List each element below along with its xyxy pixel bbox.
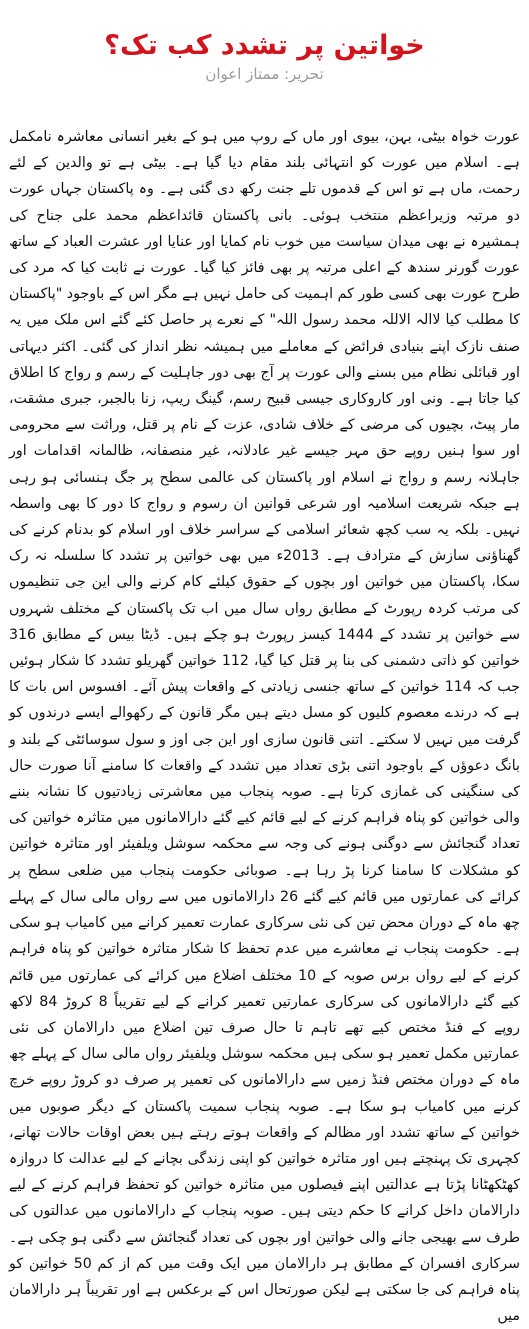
author-byline: تحریر: ممتاز اعوان <box>205 65 324 83</box>
article-title: خواتین پر تشدد کب تک؟ <box>104 30 425 62</box>
article-body: عورت خواہ بیٹی، بہن، بیوی اور ماں کے روپ میں ہو کے بغیر انسانی معاشرہ نامکمل ہے۔ اسلام میں عورت کو انتہائی بلند مقام دیا گیا ہے۔ بیٹی ہے تو والدین کے لئے رحمت، ماں ہے تو اس کے قدموں تلے جنت رکھ دی گئی ہے۔ وہ پاکستان جہاں عورت دو مرتبہ وزیراعظم منتخب ہوئی۔ بانی پاکستان قائداعظم محمد علی جناح کی ہمشیرہ نے بھی میدان سیاست میں خوب نام کمایا اور عنایا اور عشرت العباد کے ساتھ عورت گورنر سندھ کے اعلی مرتبہ پر بھی فائز کیا گیا۔ عورت نے ثابت کیا کہ مرد کی طرح عورت بھی کسی طور کم اہمیت کی حامل نہیں ہے مگر اس کے باوجود "پاکستان کا مطلب کیا لاالہ الاللہ محمد رسول اللہ" کے نعرے پر حاصل کئے گئے اس ملک میں یہ صنف نازک اپنے بنیادی فرائض کے معاملے میں ہمیشہ نظر انداز کی گئی۔ اکثر دیہاتی اور قبائلی نظام میں بسنے والی عورت پر آج بھی دور جاہلیت کے رسم و رواج کا اطلاق کیا جاتا ہے۔ ونی اور کاروکاری جیسی قبیح رسم، گینگ ریپ، زنا بالجبر، جبری مشقت، مار پیٹ، بچیوں کی مرضی کے خلاف شادی، عزت کے نام پر قتل، وراثت سے محرومی اور سوا ہنیں روپے حق مہر جیسے غیر عادلانہ، غیر منصفانہ، ظالمانہ اقدامات اور جاہلانہ رسم و رواج نے اسلام اور پاکستان کی عالمی سطح پر جگ ہنسائی ہو رہی ہے جبکہ شریعت اسلامیہ اور شرعی قوانین ان رسوم و رواج کا دور کا بھی واسطہ نہیں۔ بلکہ یہ سب کچھ شعائر اسلامی کے سراسر خلاف اور اسلام کو بدنام کرنے کی گھناؤنی سازش کے مترادف ہے۔ 2013ء میں بھی خواتین پر تشدد کا سلسلہ نہ رک سکا، پاکستان میں خواتین اور بچوں کے حقوق کیلئے کام کرنے والی این جی تنظیموں کی مرتب کردہ رپورٹ کے مطابق رواں سال میں اب تک پاکستان کے مختلف شہروں سے خواتین پر تشدد کے 1444 کیسز رپورٹ ہو چکے ہیں۔ ڈیٹا بیس کے مطابق 316 خواتین کو ذاتی دشمنی کی بنا پر قتل کیا گیا، 112 خواتین گھریلو تشدد کا شکار ہوئیں جب کہ 114 خواتین کے ساتھ جنسی زیادتی کے واقعات پیش آئے۔ افسوس اس بات کا ہے کہ درندے معصوم کلیوں کو مسل دیتے ہیں مگر قانون کے رکھوالے ایسے درندوں کو گرفت میں نہیں لا سکتے۔ اتنی قانون سازی اور این جی اوز و سول سوسائٹی کے بلند و بانگ دعوؤں کے باوجود اتنی بڑی تعداد میں تشدد کے واقعات کا سامنے آنا صورت حال کی سنگینی کی غمازی کرتا ہے۔ صوبہ پنجاب میں معاشرتی زیادتیوں کا نشانہ بننے والی خواتین کو پناہ فراہم کرنے کے لیے قائم کیے گئے دارالامانوں میں متاثرہ خواتین کی تعداد گنجائش سے دوگنی ہونے کی وجہ سے محکمہ سوشل ویلفیئر اور متاثرہ خواتین کو مشکلات کا سامنا کرنا پڑ رہا ہے۔ صوبائی حکومت پنجاب میں ضلعی سطح پر کرائے کی عمارتوں میں قائم کیے گئے 26 دارالامانوں میں سے رواں مالی سال کے پہلے چھ ماہ کے دوران محض تین کی نئی سرکاری عمارت تعمیر کرانے میں کامیاب ہو سکی ہے۔ حکومت پنجاب نے معاشرے میں عدم تحفظ کا شکار متاثرہ خواتین کو پناہ فراہم کرنے کے لیے رواں برس صوبہ کے 10 مختلف اضلاع میں کرائے کی عمارتوں میں قائم کیے گئے دارالامانوں کی سرکاری عمارتیں تعمیر کرانے کے لیے تقریباً 8 کروڑ 84 لاکھ روپے کے فنڈ مختص کیے تھے تاہم تا حال صرف تین اضلاع میں دارالامان کی نئی عمارتیں مکمل تعمیر ہو سکی ہیں محکمہ سوشل ویلفیئر رواں مالی سال کے پہلے چھ ماہ کے دوران مختص فنڈ زمیں سے دارالامانوں کی تعمیر پر صرف دو کروڑ روپے خرچ کرنے میں کامیاب ہو سکا ہے۔ صوبہ پنجاب سمیت پاکستان کے دیگر صوبوں میں خواتین کے ساتھ تشدد اور مظالم کے واقعات ہوتے رہتے ہیں بعض اوقات حالات تھانے، کچہری تک پہنچتے ہیں اور متاثرہ خواتین کو اپنی زندگی بچانے کے لیے عدالت کا دروازہ کھٹکھٹانا پڑتا ہے عدالتیں اپنے فیصلوں میں متاثرہ خواتین کو تحفظ فراہم کرنے کے لیے دارالامان داخل کرانے کا حکم دیتی ہیں۔ صوبہ پنجاب کے دارالامانوں میں عدالتوں کی طرف سے بھیجی جانے والی خواتین اور بچوں کی تعداد گنجائش سے دگنی ہو چکی ہے۔ سرکاری افسران کے مطابق ہر دارالامان میں ایک وقت میں کم از کم 50 خواتین کو پناہ فراہم کی جا سکتی ہے لیکن صورتحال اس کے برعکس ہے اور تقریباً ہر دارالامان میں <box>9 129 520 1325</box>
